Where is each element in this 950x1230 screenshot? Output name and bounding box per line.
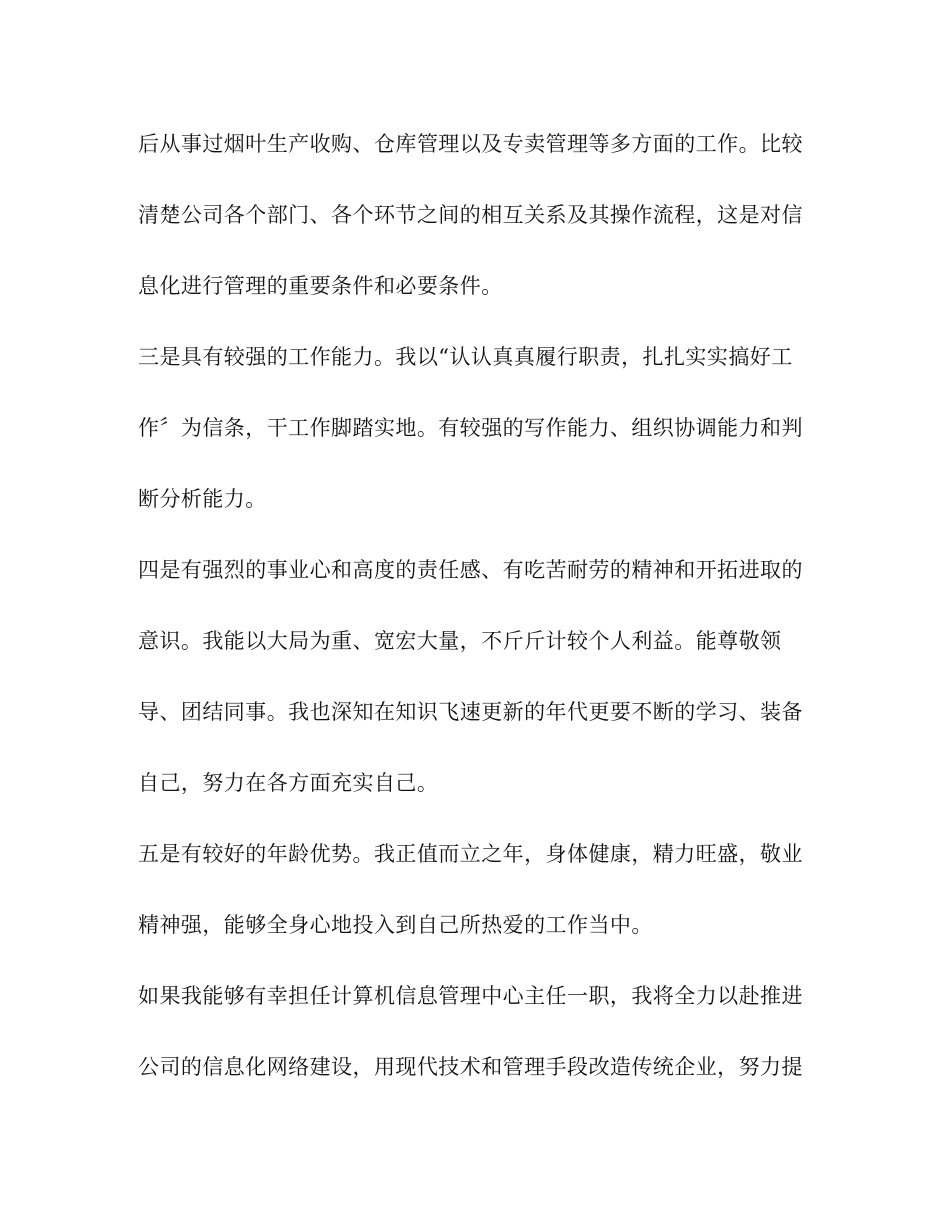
text-line: 作〞为信条，干工作脚踏实地。有较强的写作能力、组织协调能力和判	[138, 416, 803, 440]
text-line: 导、团结同事。我也深知在知识飞速更新的年代更要不断的学习、装备	[138, 700, 803, 724]
text-line: 自己，努力在各方面充实自己。	[138, 771, 439, 795]
text-line: 意识。我能以大局为重、宽宏大量，不斤斤计较个人利益。能尊敬领	[138, 629, 782, 653]
text-line: 断分析能力。	[138, 487, 267, 511]
text-line: 息化进行管理的重要条件和必要条件。	[138, 274, 503, 298]
text-line: 五是有较好的年龄优势。我正值而立之年，身体健康，精力旺盛，敬业	[138, 842, 803, 866]
text-line: 公司的信息化网络建设，用现代技术和管理手段改造传统企业，努力提	[138, 1055, 803, 1079]
text-line: 精神强，能够全身心地投入到自己所热爱的工作当中。	[138, 913, 653, 937]
text-line: 三是具有较强的工作能力。我以“认认真真履行职责，扎扎实实搞好工	[138, 345, 793, 369]
text-line: 如果我能够有幸担任计算机信息管理中心主任一职，我将全力以赴推进	[138, 984, 803, 1008]
text-line: 后从事过烟叶生产收购、仓库管理以及专卖管理等多方面的工作。比较	[138, 132, 803, 156]
text-line: 清楚公司各个部门、各个环节之间的相互关系及其操作流程，这是对信	[138, 203, 803, 227]
text-line: 四是有强烈的事业心和高度的责任感、有吃苦耐劳的精神和开拓进取的	[138, 558, 803, 582]
